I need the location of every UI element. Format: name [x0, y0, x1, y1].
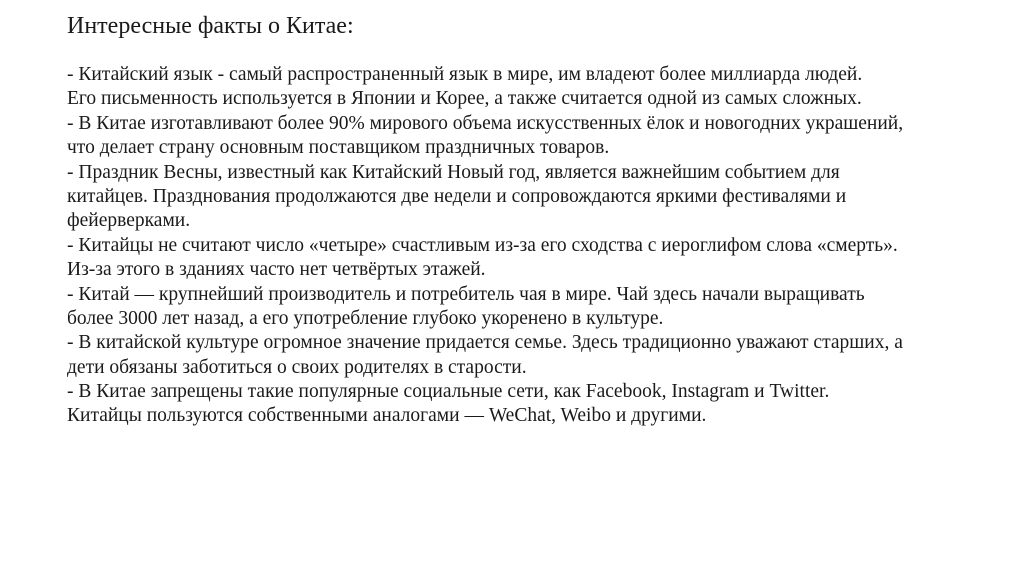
text-line: Китайцы пользуются собственными аналогами — WeChat, Weibo и другими. — [67, 405, 707, 427]
text-line: - В Китае изготавливают более 90% мирового объема искусственных ёлок и новогодних украшений, — [67, 112, 904, 134]
text-line: - В китайской культуре огромное значение придается семье. Здесь традиционно уважают старших, а — [67, 332, 903, 354]
text-line: Его письменность используется в Японии и Корее, а также считается одной из самых сложных. — [67, 88, 862, 110]
text-line: дети обязаны заботиться о своих родителях в старости. — [67, 356, 527, 378]
text-line: - В Китае запрещены такие популярные социальные сети, как Facebook, Instagram и Twitter. — [67, 381, 830, 403]
text-line: фейерверками. — [67, 210, 191, 232]
text-line: более 3000 лет назад, а его употребление глубоко укоренено в культуре. — [67, 307, 664, 329]
text-line: - Китайцы не считают число «четыре» счастливым из-за его сходства с иероглифом слова «смерть». — [67, 234, 898, 256]
text-line: - Китайский язык - самый распространенный язык в мире, им владеют более миллиарда людей. — [67, 64, 863, 85]
text-line: что делает страну основным поставщиком праздничных товаров. — [67, 137, 610, 159]
text-line: китайцев. Празднования продолжаются две недели и сопровождаются яркими фестивалями и — [67, 185, 847, 207]
text-line: Из-за этого в зданиях часто нет четвёртых этажей. — [67, 259, 486, 281]
slide-title: Интересные факты о Китае: — [67, 13, 354, 39]
slide-body-text — [67, 63, 1007, 429]
text-line: - Праздник Весны, известный как Китайский Новый год, является важнейшим событием для — [67, 161, 840, 183]
text-line: - Китай — крупнейший производитель и потребитель чая в мире. Чай здесь начали выращивать — [67, 283, 865, 305]
